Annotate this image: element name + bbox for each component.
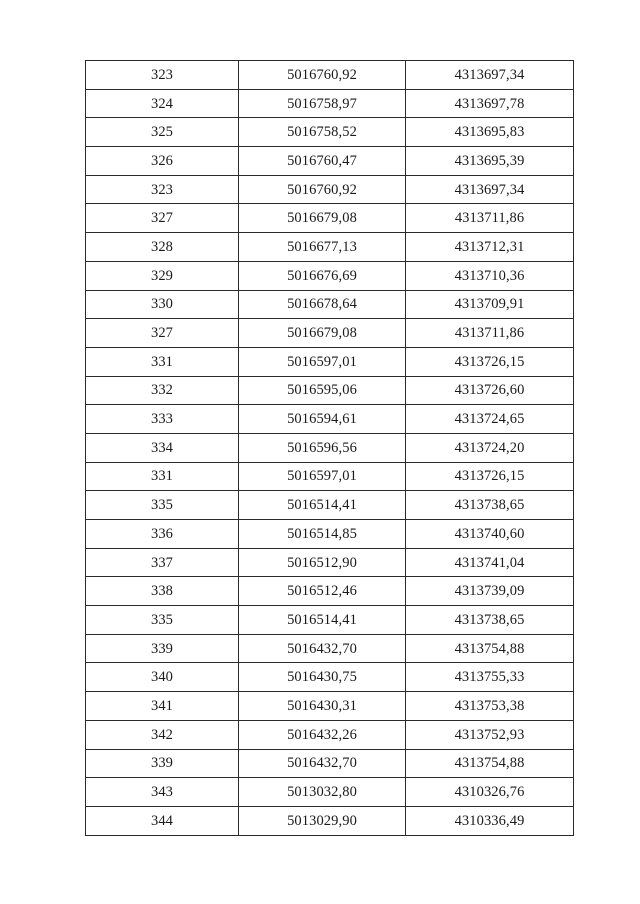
table-row xyxy=(86,462,574,491)
y-coordinate-cell: 4313724,20 xyxy=(406,433,574,462)
x-coordinate-cell: 5016595,06 xyxy=(239,376,406,405)
table-row xyxy=(86,491,574,520)
point-number-cell: 340 xyxy=(86,663,239,692)
point-number-cell: 343 xyxy=(86,778,239,807)
x-coordinate-cell: 5016679,08 xyxy=(239,204,406,233)
x-coordinate-cell: 5016597,01 xyxy=(239,462,406,491)
point-number-cell: 325 xyxy=(86,118,239,147)
point-number-cell: 331 xyxy=(86,462,239,491)
x-coordinate-cell: 5016594,61 xyxy=(239,405,406,434)
point-number-cell: 326 xyxy=(86,147,239,176)
table-row xyxy=(86,778,574,807)
coordinates-table-body xyxy=(86,61,574,836)
point-number-cell: 329 xyxy=(86,261,239,290)
x-coordinate-cell: 5013032,80 xyxy=(239,778,406,807)
table-row xyxy=(86,548,574,577)
table-row xyxy=(86,147,574,176)
x-coordinate-cell: 5016512,90 xyxy=(239,548,406,577)
y-coordinate-cell: 4313752,93 xyxy=(406,720,574,749)
y-coordinate-cell: 4313741,04 xyxy=(406,548,574,577)
point-number-cell: 324 xyxy=(86,89,239,118)
y-coordinate-cell: 4313726,15 xyxy=(406,462,574,491)
x-coordinate-cell: 5016676,69 xyxy=(239,261,406,290)
x-coordinate-cell: 5016596,56 xyxy=(239,433,406,462)
y-coordinate-cell: 4313726,15 xyxy=(406,347,574,376)
table-row xyxy=(86,319,574,348)
table-row xyxy=(86,204,574,233)
y-coordinate-cell: 4313709,91 xyxy=(406,290,574,319)
point-number-cell: 323 xyxy=(86,175,239,204)
table-row xyxy=(86,806,574,835)
point-number-cell: 327 xyxy=(86,319,239,348)
table-row xyxy=(86,606,574,635)
table-row xyxy=(86,347,574,376)
table-row xyxy=(86,520,574,549)
y-coordinate-cell: 4313739,09 xyxy=(406,577,574,606)
point-number-cell: 328 xyxy=(86,233,239,262)
table-row xyxy=(86,118,574,147)
y-coordinate-cell: 4313695,39 xyxy=(406,147,574,176)
point-number-cell: 327 xyxy=(86,204,239,233)
point-number-cell: 336 xyxy=(86,520,239,549)
x-coordinate-cell: 5016678,64 xyxy=(239,290,406,319)
point-number-cell: 332 xyxy=(86,376,239,405)
point-number-cell: 337 xyxy=(86,548,239,577)
table-row xyxy=(86,261,574,290)
y-coordinate-cell: 4313710,36 xyxy=(406,261,574,290)
y-coordinate-cell: 4313755,33 xyxy=(406,663,574,692)
y-coordinate-cell: 4313754,88 xyxy=(406,634,574,663)
y-coordinate-cell: 4313697,78 xyxy=(406,89,574,118)
table-row xyxy=(86,233,574,262)
y-coordinate-cell: 4313711,86 xyxy=(406,319,574,348)
x-coordinate-cell: 5016514,85 xyxy=(239,520,406,549)
y-coordinate-cell: 4313754,88 xyxy=(406,749,574,778)
table-row xyxy=(86,405,574,434)
x-coordinate-cell: 5016758,52 xyxy=(239,118,406,147)
x-coordinate-cell: 5016512,46 xyxy=(239,577,406,606)
y-coordinate-cell: 4310326,76 xyxy=(406,778,574,807)
y-coordinate-cell: 4313712,31 xyxy=(406,233,574,262)
table-row xyxy=(86,89,574,118)
point-number-cell: 330 xyxy=(86,290,239,319)
point-number-cell: 338 xyxy=(86,577,239,606)
point-number-cell: 339 xyxy=(86,749,239,778)
point-number-cell: 334 xyxy=(86,433,239,462)
table-row xyxy=(86,692,574,721)
point-number-cell: 333 xyxy=(86,405,239,434)
table-row xyxy=(86,290,574,319)
point-number-cell: 323 xyxy=(86,61,239,90)
y-coordinate-cell: 4313738,65 xyxy=(406,606,574,635)
table-row xyxy=(86,720,574,749)
x-coordinate-cell: 5016514,41 xyxy=(239,491,406,520)
x-coordinate-cell: 5016432,70 xyxy=(239,749,406,778)
y-coordinate-cell: 4313697,34 xyxy=(406,175,574,204)
table-row xyxy=(86,376,574,405)
x-coordinate-cell: 5016760,92 xyxy=(239,61,406,90)
table-row xyxy=(86,577,574,606)
y-coordinate-cell: 4313711,86 xyxy=(406,204,574,233)
y-coordinate-cell: 4313695,83 xyxy=(406,118,574,147)
y-coordinate-cell: 4313726,60 xyxy=(406,376,574,405)
x-coordinate-cell: 5016597,01 xyxy=(239,347,406,376)
x-coordinate-cell: 5016679,08 xyxy=(239,319,406,348)
point-number-cell: 335 xyxy=(86,491,239,520)
table-row xyxy=(86,663,574,692)
y-coordinate-cell: 4313724,65 xyxy=(406,405,574,434)
point-number-cell: 331 xyxy=(86,347,239,376)
point-number-cell: 342 xyxy=(86,720,239,749)
point-number-cell: 344 xyxy=(86,806,239,835)
x-coordinate-cell: 5016430,75 xyxy=(239,663,406,692)
x-coordinate-cell: 5016514,41 xyxy=(239,606,406,635)
y-coordinate-cell: 4313738,65 xyxy=(406,491,574,520)
point-number-cell: 335 xyxy=(86,606,239,635)
x-coordinate-cell: 5016432,26 xyxy=(239,720,406,749)
y-coordinate-cell: 4313740,60 xyxy=(406,520,574,549)
table-row xyxy=(86,634,574,663)
x-coordinate-cell: 5016760,47 xyxy=(239,147,406,176)
point-number-cell: 339 xyxy=(86,634,239,663)
x-coordinate-cell: 5016677,13 xyxy=(239,233,406,262)
point-number-cell: 341 xyxy=(86,692,239,721)
table-row xyxy=(86,433,574,462)
x-coordinate-cell: 5016760,92 xyxy=(239,175,406,204)
y-coordinate-cell: 4313753,38 xyxy=(406,692,574,721)
x-coordinate-cell: 5016432,70 xyxy=(239,634,406,663)
table-row xyxy=(86,61,574,90)
table-row xyxy=(86,749,574,778)
y-coordinate-cell: 4310336,49 xyxy=(406,806,574,835)
x-coordinate-cell: 5013029,90 xyxy=(239,806,406,835)
coordinates-table xyxy=(85,60,574,836)
x-coordinate-cell: 5016430,31 xyxy=(239,692,406,721)
y-coordinate-cell: 4313697,34 xyxy=(406,61,574,90)
table-row xyxy=(86,175,574,204)
x-coordinate-cell: 5016758,97 xyxy=(239,89,406,118)
